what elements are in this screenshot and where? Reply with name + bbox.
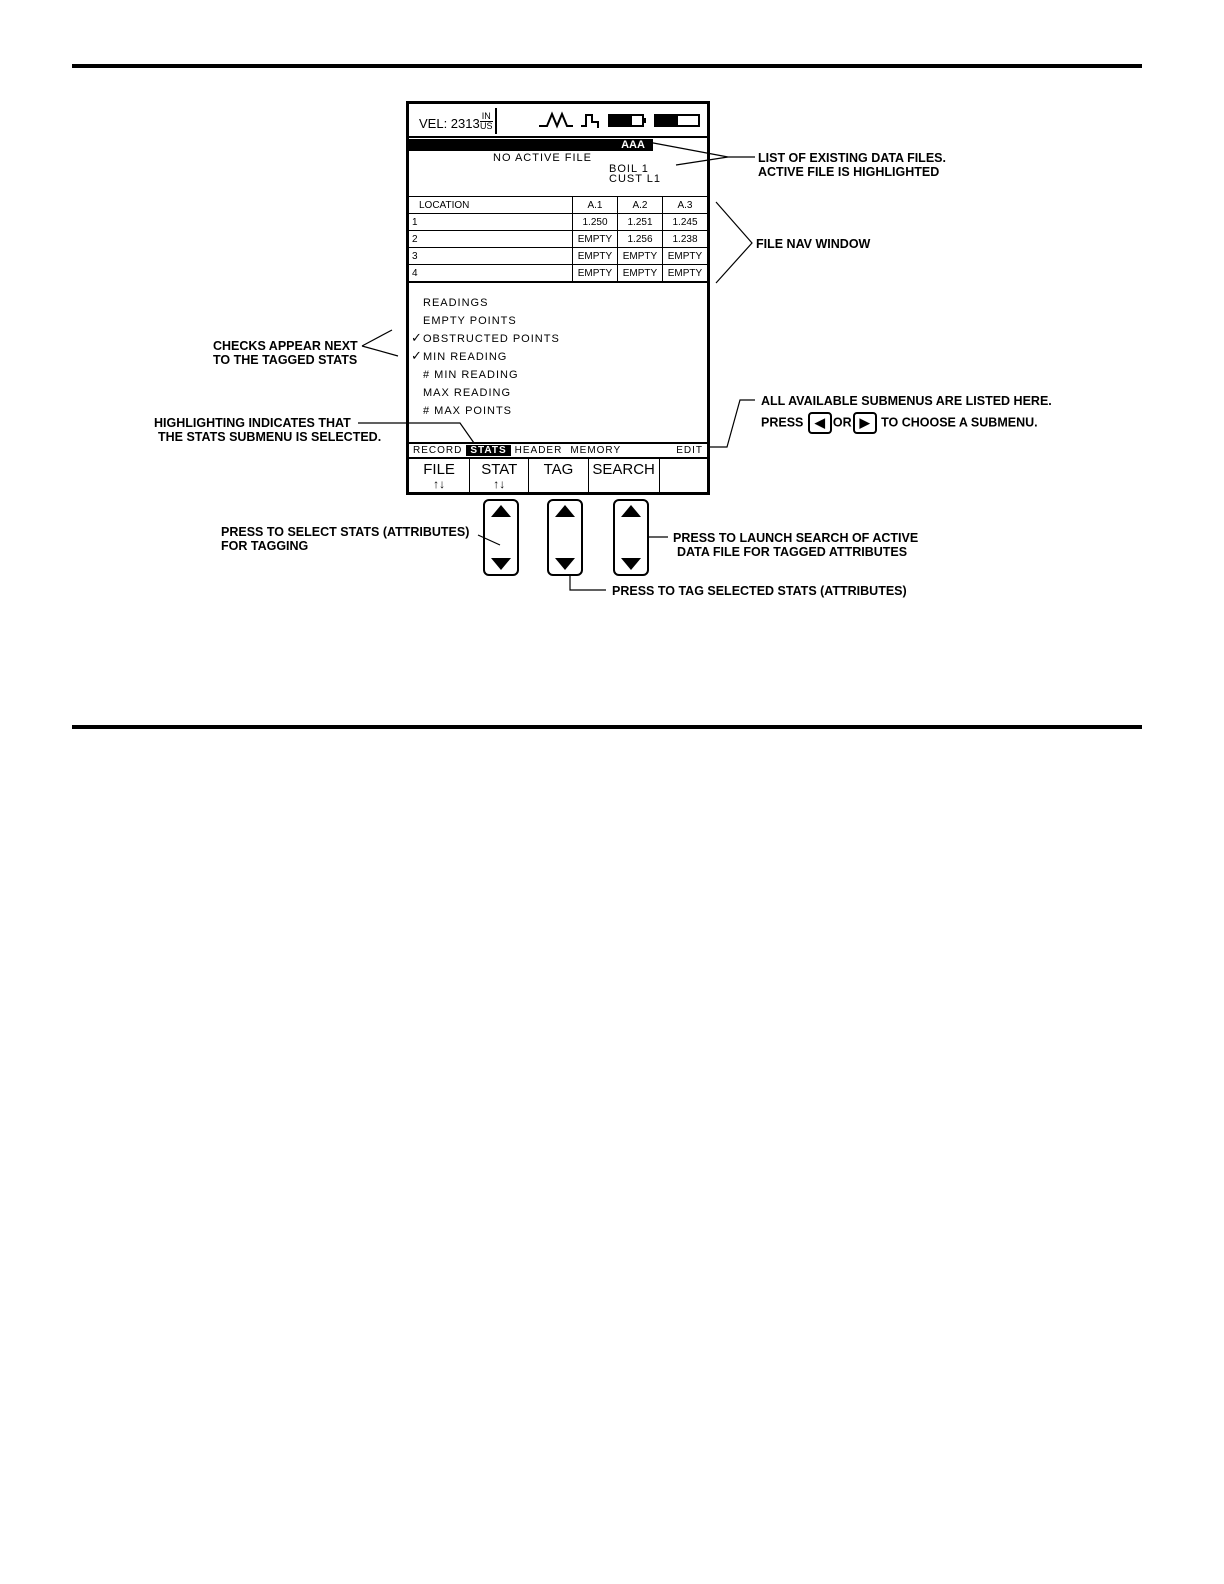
stat-label: # MAX POINTS <box>423 405 513 417</box>
stat-label: # MIN READING <box>423 369 519 381</box>
callout-text: OR <box>832 415 852 430</box>
callout-text: THE STATS SUBMENU IS SELECTED. <box>158 430 382 444</box>
table-cell: EMPTY <box>663 248 708 265</box>
table-cell: EMPTY <box>663 265 708 283</box>
callout-highlight <box>154 416 381 444</box>
callout-text: PRESS TO LAUNCH SEARCH OF ACTIVE <box>673 531 919 545</box>
submenu-header[interactable]: HEADER <box>514 445 563 456</box>
leader-file-nav <box>716 202 752 283</box>
stat-label: MIN READING <box>423 351 508 363</box>
table-cell: EMPTY <box>618 248 663 265</box>
table-cell: 1.251 <box>618 214 663 231</box>
callout-text: PRESS TO SELECT STATS (ATTRIBUTES) <box>221 525 470 539</box>
leader-file-list <box>648 142 755 165</box>
callout-file-list <box>758 151 946 179</box>
softkey-label: SEARCH <box>592 461 655 478</box>
callout-text: HIGHLIGHTING INDICATES THAT <box>154 416 351 430</box>
column-header-location: LOCATION <box>409 197 573 214</box>
leader-tag <box>570 574 606 590</box>
submenu-edit[interactable]: EDIT <box>676 445 703 456</box>
stat-label: MAX READING <box>423 387 512 399</box>
leader-select <box>478 535 500 545</box>
column-header-a2: A.2 <box>618 197 663 214</box>
bottom-rule <box>72 725 1142 729</box>
callout-select <box>221 525 469 553</box>
column-header-a3: A.3 <box>663 197 708 214</box>
callout-text: TO CHOOSE A SUBMENU. <box>881 415 1038 430</box>
table-cell: EMPTY <box>618 265 663 283</box>
unit-top: IN <box>481 111 491 121</box>
file-item-boil[interactable]: BOIL 1 <box>609 163 649 175</box>
file-item-none[interactable]: NO ACTIVE FILE <box>493 152 592 164</box>
callout-text: TO THE TAGGED STATS <box>213 353 358 367</box>
active-file[interactable]: AAA <box>613 139 653 151</box>
submenu-memory[interactable]: MEMORY <box>570 445 622 456</box>
submenu-record[interactable]: RECORD <box>413 445 463 456</box>
callout-tag: PRESS TO TAG SELECTED STATS (ATTRIBUTES) <box>612 584 907 598</box>
file-item-cust[interactable]: CUST L1 <box>609 173 662 185</box>
callout-text: ACTIVE FILE IS HIGHLIGHTED <box>758 165 940 179</box>
table-cell: 1.256 <box>618 231 663 248</box>
velocity-readout: VEL: 2313 <box>419 116 480 131</box>
softkey-label: TAG <box>543 461 574 478</box>
softkey-label: STAT <box>481 461 518 478</box>
table-cell: EMPTY <box>573 248 618 265</box>
leader-checks <box>362 330 398 356</box>
callout-text: DATA FILE FOR TAGGED ATTRIBUTES <box>677 545 908 559</box>
callout-text: LIST OF EXISTING DATA FILES. <box>758 151 946 165</box>
table-cell: EMPTY <box>573 265 618 283</box>
table-cell: 1 <box>409 214 573 231</box>
callout-text: PRESS <box>761 415 804 430</box>
callout-file-nav: FILE NAV WINDOW <box>756 237 871 251</box>
stat-label: EMPTY POINTS <box>423 315 517 327</box>
left-arrow-icon: ◀ <box>808 412 832 434</box>
callout-checks <box>213 339 358 367</box>
table-cell: 1.245 <box>663 214 708 231</box>
table-cell: 1.238 <box>663 231 708 248</box>
submenu-stats[interactable]: STATS <box>466 445 510 456</box>
callout-submenus <box>761 394 1052 434</box>
callout-text: FOR TAGGING <box>221 539 309 553</box>
leader-submenus <box>709 400 755 447</box>
softkey-label: FILE <box>423 461 455 478</box>
table-cell: EMPTY <box>573 231 618 248</box>
stat-label: READINGS <box>423 297 489 309</box>
callout-text: ALL AVAILABLE SUBMENUS ARE LISTED HERE. <box>761 394 1052 408</box>
column-header-a1: A.1 <box>573 197 618 214</box>
unit-bottom: US <box>480 121 493 131</box>
check-icon: ✓ <box>411 330 423 345</box>
callout-leader-lines <box>0 0 1224 620</box>
table-cell: 2 <box>409 231 573 248</box>
callout-search <box>673 531 918 559</box>
table-cell: 1.250 <box>573 214 618 231</box>
right-arrow-icon: ▶ <box>853 412 877 434</box>
stat-label: OBSTRUCTED POINTS <box>423 333 560 345</box>
table-cell: 4 <box>409 265 573 283</box>
check-icon: ✓ <box>411 348 423 363</box>
up-down-arrows-icon: ↑↓ <box>433 477 446 491</box>
table-cell: 3 <box>409 248 573 265</box>
callout-text: CHECKS APPEAR NEXT <box>213 339 358 353</box>
up-down-arrows-icon: ↑↓ <box>493 477 506 491</box>
